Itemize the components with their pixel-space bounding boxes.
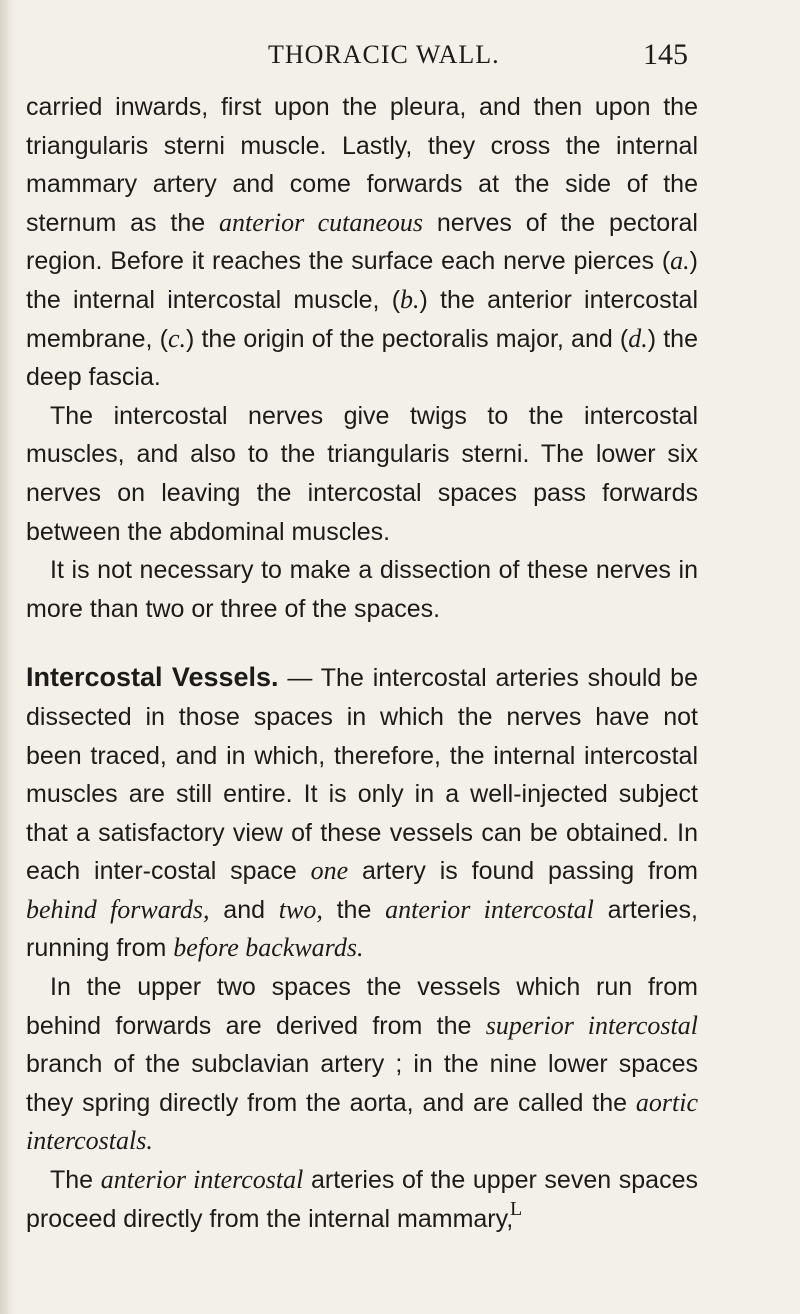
text-run: nerves of the pectoral region. Before it reaches the surface each nerve pierces ( [26,208,698,276]
italic-term: anterior intercostal [100,1165,304,1195]
text-run: the [322,895,386,924]
text-run: In the upper two spaces the vessels which run from behind forwards are derived from the [26,973,698,1040]
italic-term: two, [278,894,323,924]
italic-term: behind forwards, [26,894,210,924]
italic-term: d. [628,323,648,353]
text-run: and [209,895,279,924]
italic-term: c. [167,323,186,353]
text-run: carried inwards, first upon the pleura, and then upon the triangularis sterni muscle. Lastly, they cross the internal mammary artery and come forwards at the side of the sternum as the [26,93,698,237]
paragraph [26,88,698,397]
italic-term: anterior cutaneous [219,207,424,237]
paragraph [26,968,698,1161]
italic-term: aortic intercostals. [26,1087,698,1156]
paragraph [26,658,698,968]
text-run: ) the internal intercostal muscle, ( [26,247,698,314]
italic-term: superior intercostal [485,1010,698,1040]
text-run: ) the anterior intercostal membrane, ( [26,285,698,353]
italic-term: b. [400,284,420,314]
running-header [268,40,688,70]
italic-term: one [310,856,349,886]
page-number: 145 [643,38,688,71]
italic-term: a. [670,246,690,276]
text-run: arteries of the upper seven spaces proceed directly from the internal mammary, [26,1166,698,1233]
gutter-shadow [0,0,14,1314]
text-run: branch of the subclavian artery ; in the nine lower spaces they spring directly from the aorta, and are called the [26,1050,698,1117]
paragraph [26,1161,698,1238]
text-run: — The intercostal arteries should be dissected in those spaces in which the nerves have not been traced, and in which, therefore, the internal intercostal muscles are still entire. It is only in a well-injected subject that a satisfactory view of these vessels can be obtained. In each inter-costal space [26,664,698,886]
text-run: It is not necessary to make a dissection of these nerves in more than two or three of the spaces. [26,556,698,623]
text-run: ) the deep fascia. [26,324,698,392]
paragraph [26,397,698,551]
section-heading: Intercostal Vessels. [26,662,279,693]
text-run: The intercostal nerves give twigs to the intercostal muscles, and also to the triangularis sterni. The lower six nerves on leaving the intercostal spaces pass forwards between the abdominal muscles. [26,401,698,546]
section-gap [26,628,698,658]
text-run: ) the origin of the pectoralis major, and ( [185,324,629,353]
running-title: THORACIC WALL. [268,40,500,69]
body-text [26,88,698,1238]
italic-term: before backwards. [173,933,364,963]
paragraph [26,551,698,628]
text-run: arteries, running from [26,895,698,963]
italic-term: anterior intercostal [385,894,594,924]
text-run: artery is found passing from [348,857,698,886]
text-run: The [50,1166,101,1195]
signature-mark: L [510,1198,523,1220]
